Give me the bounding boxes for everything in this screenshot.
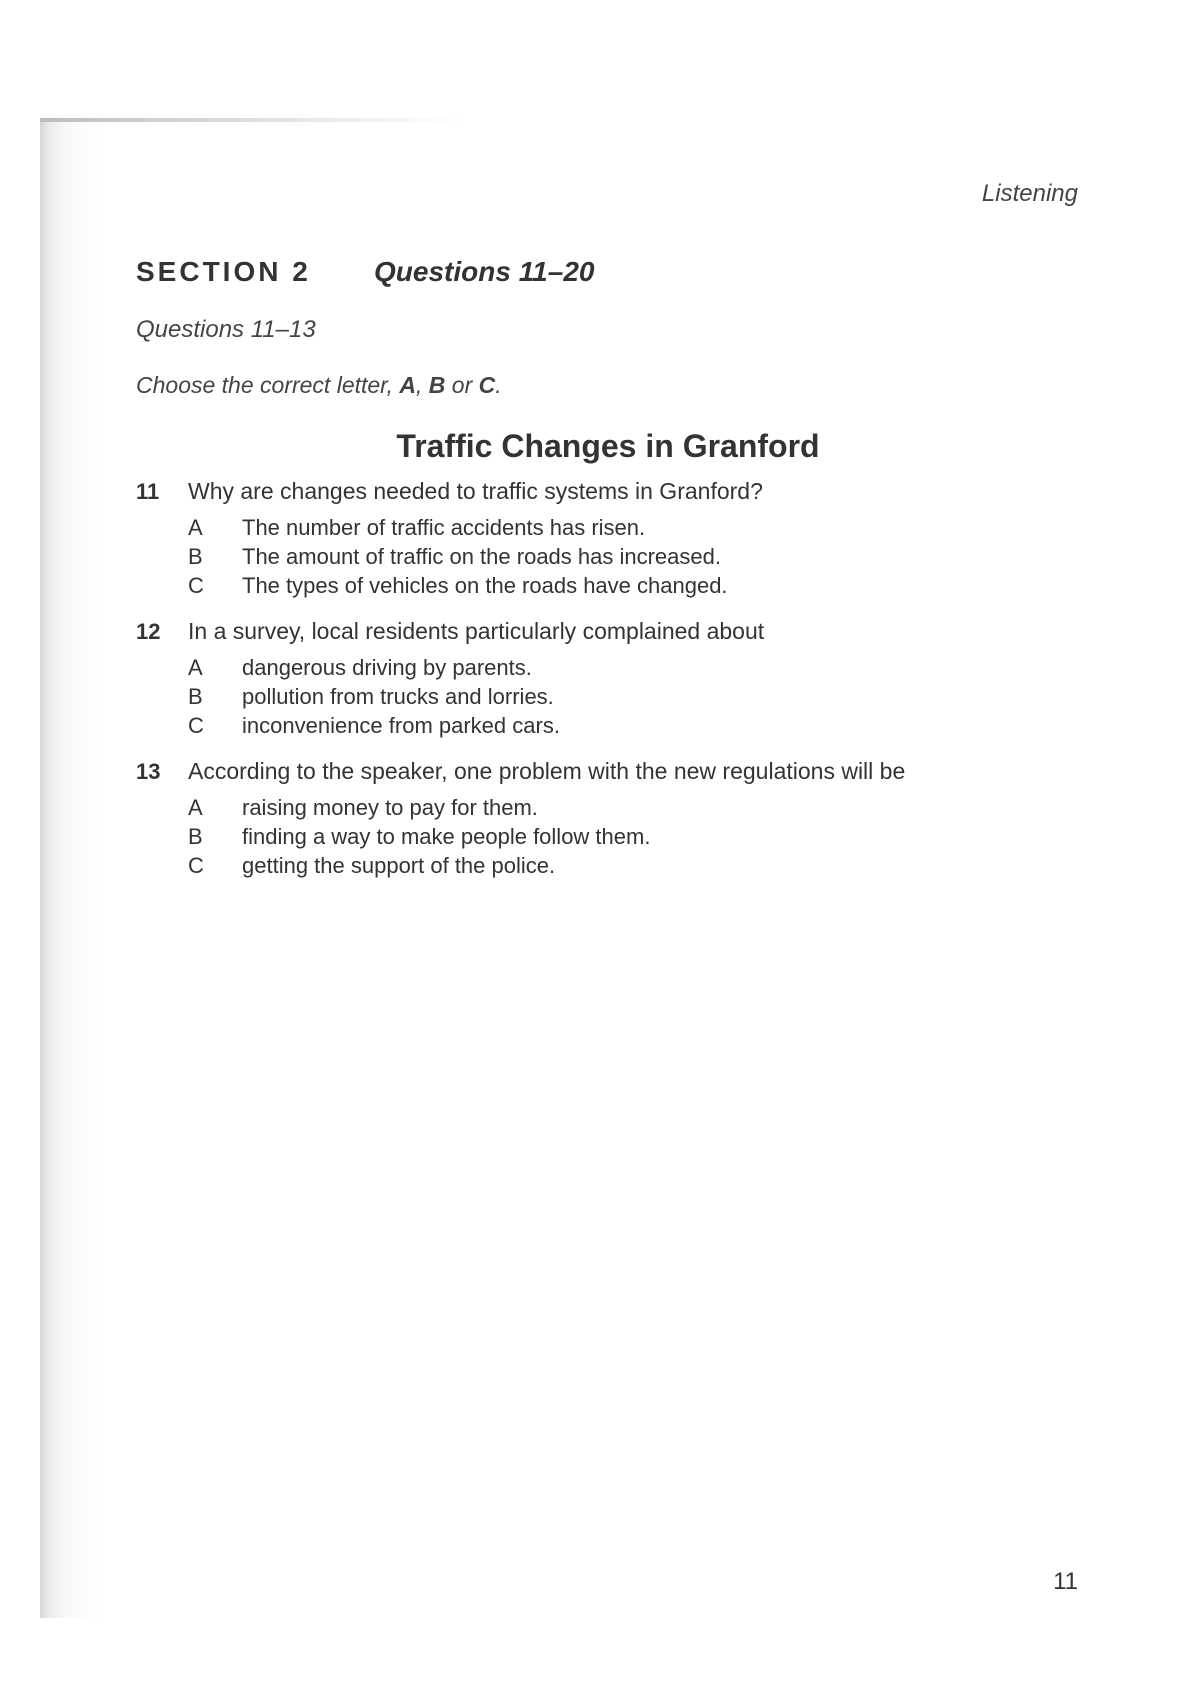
option-text: The number of traffic accidents has risen. — [242, 515, 646, 540]
instruction — [136, 372, 502, 399]
option-c — [188, 853, 1036, 882]
option-b — [188, 684, 1036, 713]
option-a — [188, 795, 1036, 824]
option-text: The types of vehicles on the roads have changed. — [242, 573, 728, 598]
question-stem — [136, 618, 1036, 645]
question-number: 13 — [136, 759, 161, 784]
option-list — [188, 515, 1036, 602]
option-text: pollution from trucks and lorries. — [242, 684, 554, 709]
option-list — [188, 655, 1036, 742]
letter-a: A — [399, 372, 416, 398]
letter-c: C — [478, 372, 496, 398]
document-heading: Traffic Changes in Granford — [396, 428, 820, 464]
instruction-sep-2: or — [445, 372, 479, 398]
running-header: Listening — [981, 180, 1078, 207]
letter-b: B — [428, 372, 446, 398]
option-letter: A — [188, 795, 203, 820]
option-text: inconvenience from parked cars. — [242, 713, 560, 738]
question-text: In a survey, local residents particularly complained about — [188, 618, 765, 644]
option-c — [188, 573, 1036, 602]
question-stem — [136, 758, 1036, 785]
question-13 — [136, 758, 1036, 882]
question-12 — [136, 618, 1036, 742]
option-letter: B — [188, 824, 203, 849]
option-letter: C — [188, 853, 204, 878]
instruction-prefix: Choose the correct letter, — [136, 372, 400, 398]
question-11 — [136, 478, 1036, 602]
option-a — [188, 515, 1036, 544]
option-letter: A — [188, 515, 203, 540]
section-heading — [136, 256, 594, 288]
question-text: Why are changes needed to traffic systems in Granford? — [188, 478, 763, 504]
question-number: 11 — [136, 479, 160, 504]
section-title: SECTION 2 — [136, 256, 311, 287]
question-number: 12 — [136, 619, 161, 644]
option-a — [188, 655, 1036, 684]
instruction-suffix: . — [495, 372, 502, 398]
option-text: finding a way to make people follow them. — [242, 824, 651, 849]
option-text: dangerous driving by parents. — [242, 655, 532, 680]
option-text: raising money to pay for them. — [242, 795, 538, 820]
question-text: According to the speaker, one problem with the new regulations will be — [188, 758, 906, 784]
option-text: getting the support of the police. — [242, 853, 556, 878]
section-questions-range: Questions 11–20 — [374, 256, 595, 287]
option-letter: A — [188, 655, 203, 680]
option-b — [188, 824, 1036, 853]
page-edge-shadow — [40, 118, 460, 122]
option-b — [188, 544, 1036, 573]
option-letter: B — [188, 544, 203, 569]
question-stem — [136, 478, 1036, 505]
subsection-range: Questions 11–13 — [136, 316, 316, 343]
option-text: The amount of traffic on the roads has increased. — [242, 544, 721, 569]
option-letter: B — [188, 684, 203, 709]
option-letter: C — [188, 713, 204, 738]
question-list — [136, 478, 1036, 898]
option-c — [188, 713, 1036, 742]
instruction-sep-1: , — [415, 372, 429, 398]
page-number: 11 — [1053, 1568, 1078, 1595]
option-letter: C — [188, 573, 204, 598]
option-list — [188, 795, 1036, 882]
